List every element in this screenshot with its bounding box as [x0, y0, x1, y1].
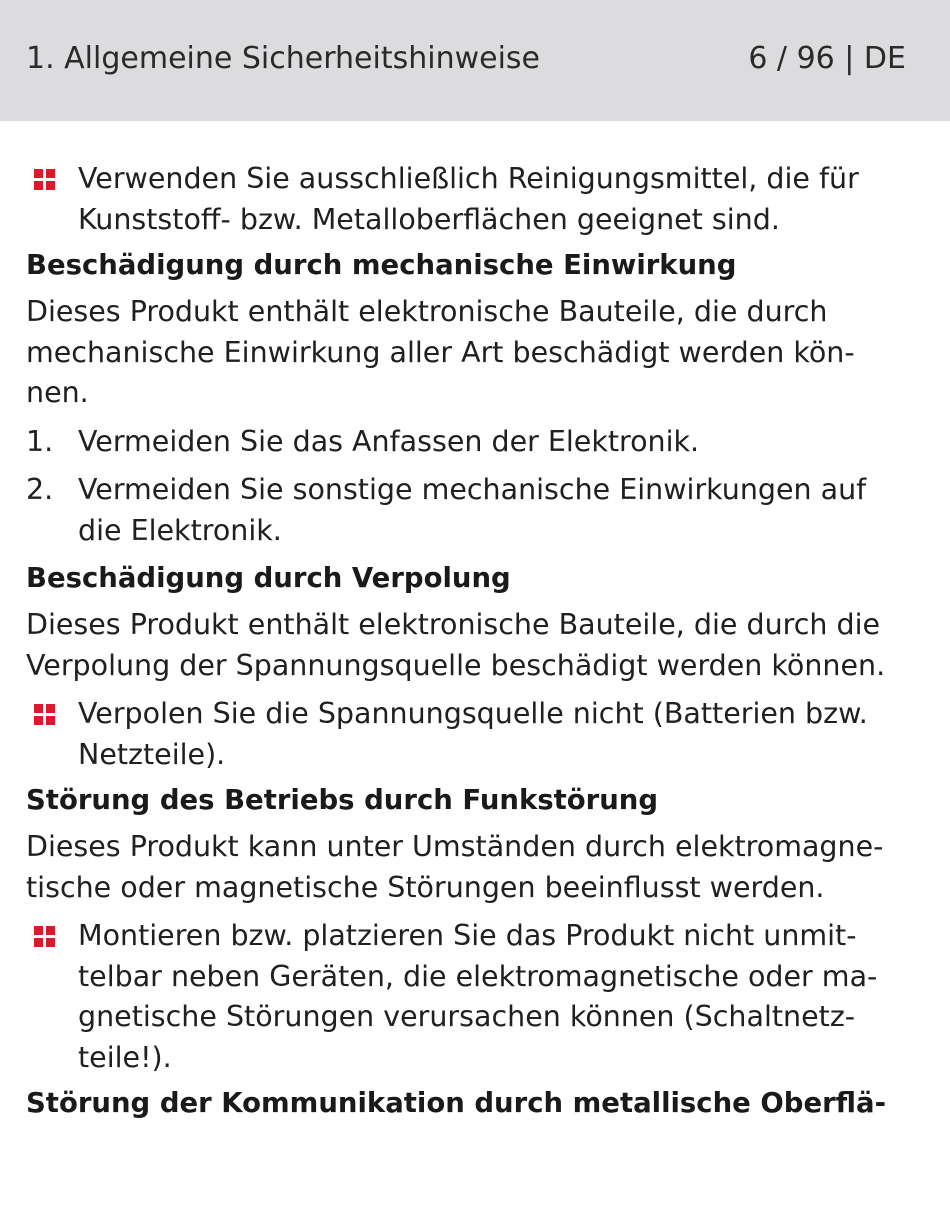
- page-header: [0, 0, 950, 121]
- step-text: Vermeiden Sie das Anfassen der Elektronik.: [78, 424, 700, 458]
- page-number: 6 / 96 | DE: [748, 41, 906, 76]
- bullet-item-radio: [26, 916, 916, 1078]
- bullet-item-polarity: [26, 694, 916, 775]
- numbered-step-2: [26, 470, 916, 551]
- bullet-text: Verwenden Sie ausschließlich Reinigungsmittel, die für Kunststoff- bzw. Metalloberflächen geeignet sind.: [78, 162, 859, 236]
- step-text: Vermeiden Sie sonstige mechanische Einwirkungen auf die Elektronik.: [78, 473, 867, 547]
- heading-metal-surfaces: Störung der Kommunikation durch metallische Oberflä-: [26, 1087, 887, 1119]
- section-title: 1. Allgemeine Sicherheitshinweise: [26, 41, 540, 76]
- paragraph-mechanical: Dieses Produkt enthält elektronische Bauteile, die durch mechanische Einwirkung aller Art beschädigt werden kön-nen.: [26, 295, 855, 409]
- heading-mechanical: Beschädigung durch mechanische Einwirkung: [26, 249, 737, 281]
- step-number: 1.: [26, 424, 54, 458]
- red-square-grid-icon: [34, 169, 55, 190]
- heading-radio-interference: Störung des Betriebs durch Funkstörung: [26, 784, 659, 816]
- bullet-text: Montieren bzw. platzieren Sie das Produkt nicht unmit-telbar neben Geräten, die elektromagnetische oder ma-gnetische Störungen verursachen können (Schaltnetz-teile!).: [78, 919, 878, 1074]
- step-number: 2.: [26, 473, 54, 506]
- paragraph-polarity: Dieses Produkt enthält elektronische Bauteile, die durch die Verpolung der Spannungsquelle beschädigt werden können.: [26, 608, 886, 682]
- red-square-grid-icon: [34, 926, 55, 947]
- bullet-text: Verpolen Sie die Spannungsquelle nicht (Batterien bzw. Netzteile).: [78, 697, 868, 771]
- document-body: [26, 159, 916, 1130]
- numbered-step-1: [26, 422, 916, 463]
- heading-polarity: Beschädigung durch Verpolung: [26, 562, 511, 594]
- bullet-item-cleaning: [26, 159, 916, 240]
- paragraph-radio-interference: Dieses Produkt kann unter Umständen durch elektromagne-tische oder magnetische Störungen beeinflusst werden.: [26, 830, 884, 904]
- red-square-grid-icon: [34, 704, 55, 725]
